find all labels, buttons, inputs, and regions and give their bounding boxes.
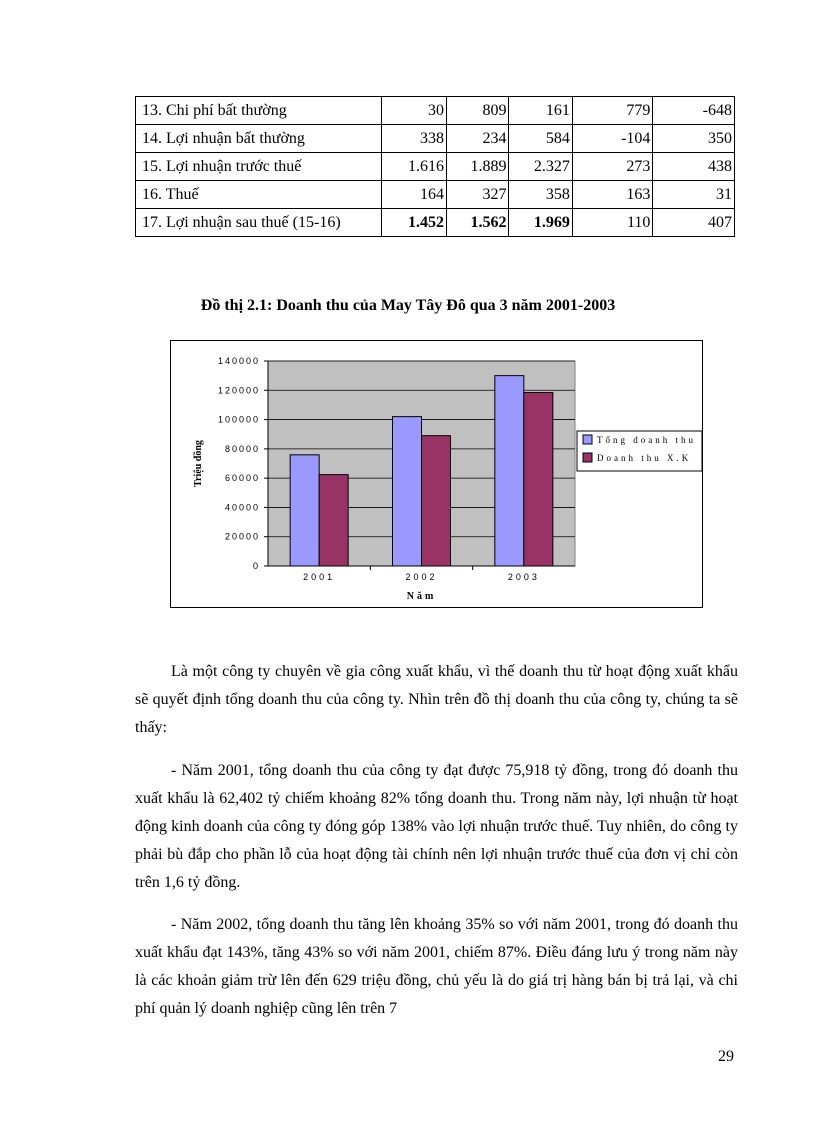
- table-row: [136, 125, 735, 153]
- cell-2001: 164: [381, 181, 446, 209]
- revenue-bar-chart: [171, 341, 704, 609]
- row-label: 14. Lợi nhuận bất thường: [136, 125, 382, 153]
- legend-swatch-1: [583, 435, 592, 444]
- cell-2003: 1.969: [509, 209, 572, 237]
- cell-2001: 30: [381, 97, 446, 125]
- x-axis-title: Năm: [406, 591, 437, 602]
- legend-swatch-2: [583, 453, 592, 462]
- cell-diff-1: 779: [572, 97, 653, 125]
- cell-diff-1: 273: [572, 153, 653, 181]
- y-tick-label: 0: [252, 561, 260, 571]
- y-tick-label: 20000: [224, 531, 260, 542]
- cell-2002: 234: [447, 125, 509, 153]
- cell-2003: 358: [509, 181, 572, 209]
- cell-diff-2: 438: [653, 153, 735, 181]
- row-label: 13. Chi phí bất thường: [136, 97, 382, 125]
- cell-2003: 161: [509, 97, 572, 125]
- table-row: [136, 153, 735, 181]
- bar-2002-series-2: [422, 436, 451, 566]
- y-axis-title: Triệu đồng: [193, 440, 204, 487]
- legend-label-1: Tổng doanh thu: [597, 435, 696, 445]
- cell-2002: 1.562: [447, 209, 509, 237]
- y-tick-label: 80000: [224, 443, 260, 454]
- cell-2002: 1.889: [447, 153, 509, 181]
- bar-2001-series-2: [319, 475, 348, 566]
- y-tick-label: 120000: [217, 385, 260, 396]
- bar-2003-series-2: [524, 392, 553, 566]
- cell-diff-1: -104: [572, 125, 653, 153]
- paragraph-intro: Là một công ty chuyên về gia công xuất khẩu, vì thế doanh thu từ hoạt động xuất khẩu sẽ quyết định tổng doanh thu của công ty. Nhìn trên đồ thị doanh thu của công ty, chúng ta sẽ thấy:: [135, 663, 738, 736]
- financial-table: [135, 96, 735, 237]
- table-row: [136, 97, 735, 125]
- cell-2002: 327: [447, 181, 509, 209]
- bar-2003-series-1: [495, 376, 524, 566]
- cell-2001: 1.452: [381, 209, 446, 237]
- x-tick-label: 2001: [303, 572, 336, 582]
- cell-diff-1: 110: [572, 209, 653, 237]
- bar-2001-series-1: [290, 455, 319, 566]
- x-tick-label: 2002: [405, 572, 438, 582]
- cell-2001: 1.616: [381, 153, 446, 181]
- row-label: 15. Lợi nhuận trước thuế: [136, 153, 382, 181]
- y-tick-label: 100000: [217, 414, 260, 425]
- paragraph-2001: - Năm 2001, tổng doanh thu của công ty đạt được 75,918 tỷ đồng, trong đó doanh thu xuất khẩu là 62,402 tỷ chiếm khoảng 82% tổng doanh thu. Trong năm này, lợi nhuận từ hoạt động kinh doanh của công ty đóng góp 138% vào lợi nhuận trước thuế. Tuy nhiên, do công ty phải bù đắp cho phần lỗ của hoạt động tài chính nên lợi nhuận trước thuế của đơn vị chỉ còn trên 1,6 tỷ đồng.: [135, 762, 738, 891]
- cell-2001: 338: [381, 125, 446, 153]
- y-tick-label: 40000: [224, 502, 260, 513]
- cell-diff-2: 407: [653, 209, 735, 237]
- row-label: 17. Lợi nhuận sau thuế (15-16): [136, 209, 382, 237]
- bar-2002-series-1: [393, 417, 422, 566]
- cell-diff-2: 350: [653, 125, 735, 153]
- row-label: 16. Thuế: [136, 181, 382, 209]
- legend-label-2: Doanh thu X.K: [597, 453, 692, 463]
- y-tick-label: 60000: [224, 473, 260, 484]
- table-row: [136, 181, 735, 209]
- chart-heading: Đồ thị 2.1: Doanh thu của May Tây Đô qua 3 năm 2001-2003: [200, 297, 616, 314]
- cell-2003: 584: [509, 125, 572, 153]
- x-tick-label: 2003: [507, 572, 540, 582]
- cell-2002: 809: [447, 97, 509, 125]
- paragraph-2002: - Năm 2002, tổng doanh thu tăng lên khoảng 35% so với năm 2001, trong đó doanh thu xuất khẩu đạt 143%, tăng 43% so với năm 2001, chiếm 87%. Điều đáng lưu ý trong năm này là các khoản giảm trừ lên đến 629 triệu đồng, chủ yếu là do giá trị hàng bán bị trả lại, và chi phí quản lý doanh nghiệp cũng lên trên 7: [135, 916, 738, 1017]
- cell-2003: 2.327: [509, 153, 572, 181]
- chart-frame: [170, 340, 703, 608]
- y-tick-label: 140000: [217, 356, 260, 366]
- table-row: [136, 209, 735, 237]
- cell-diff-2: 31: [653, 181, 735, 209]
- page-number: 29: [718, 1048, 734, 1065]
- cell-diff-1: 163: [572, 181, 653, 209]
- cell-diff-2: -648: [653, 97, 735, 125]
